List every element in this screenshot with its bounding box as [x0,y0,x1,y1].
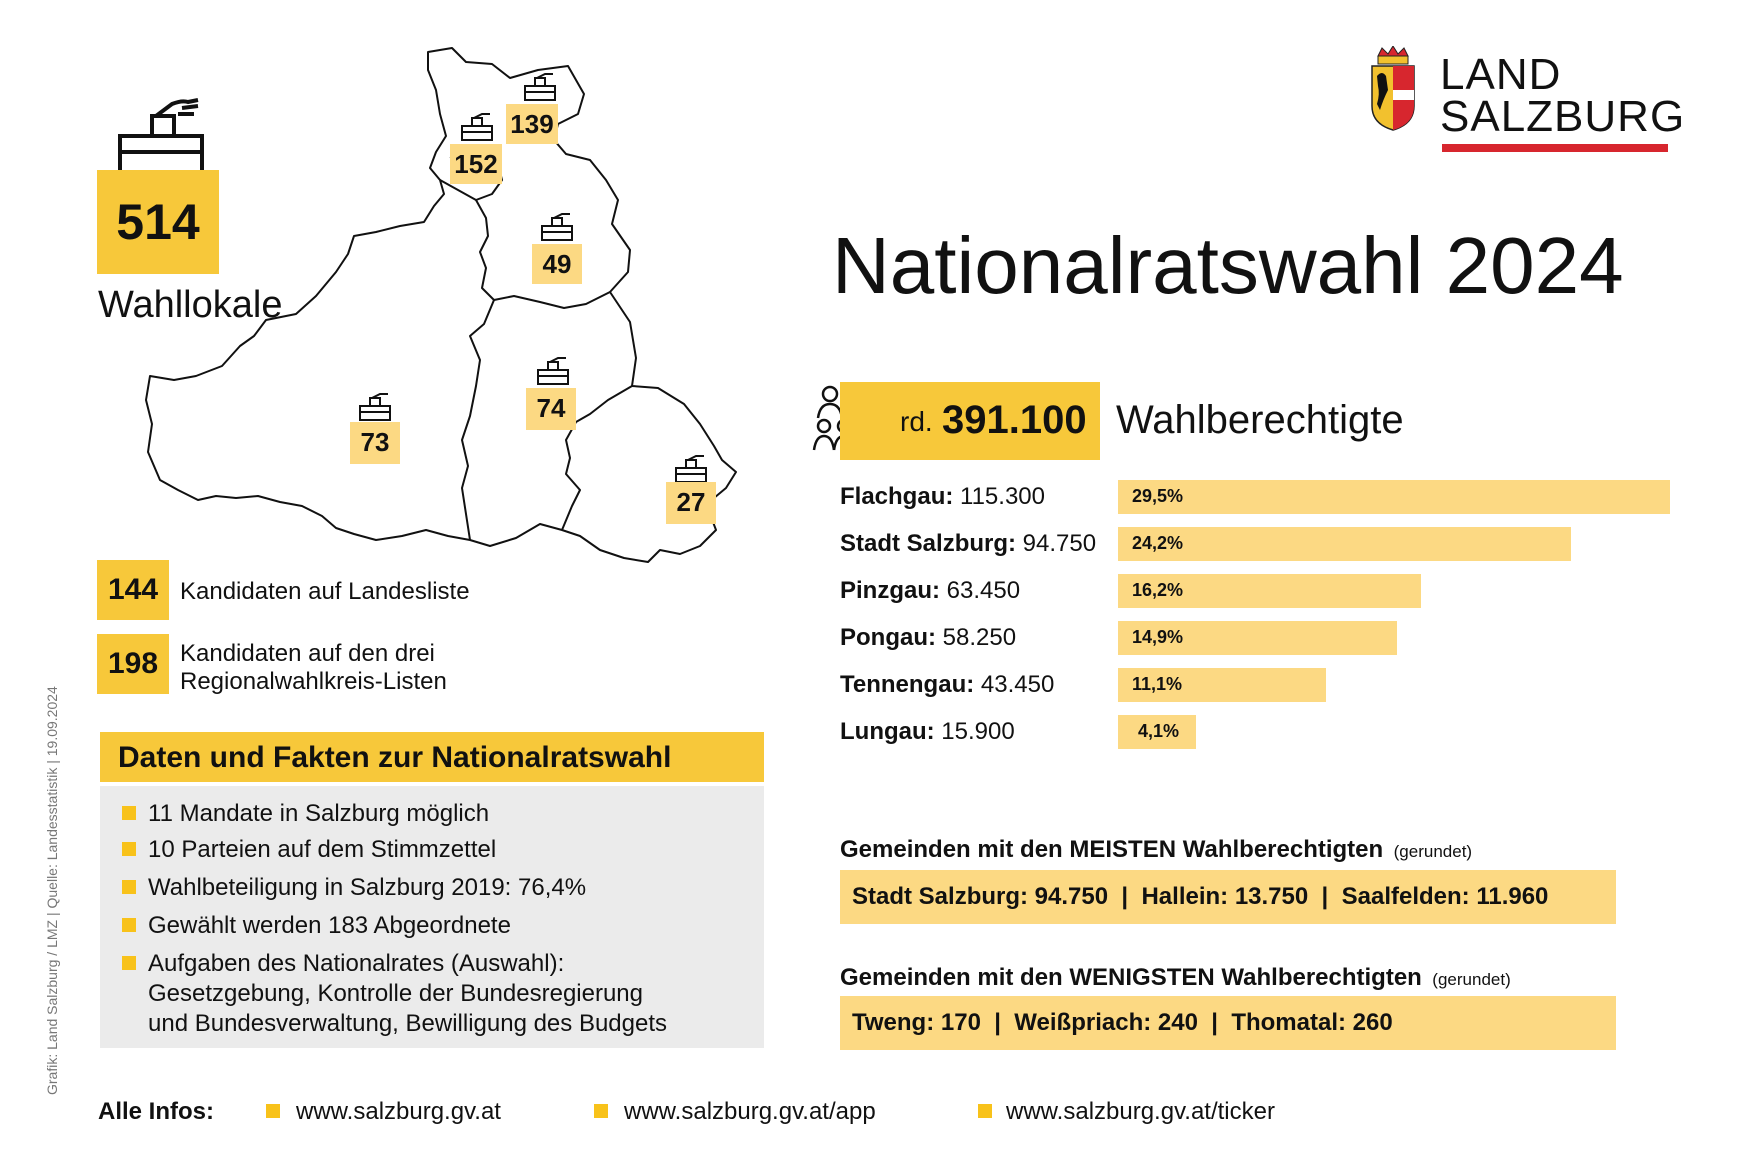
logo-red-line [1442,144,1668,152]
bar-value-label-1: 24,2% [1132,533,1184,553]
wenigsten-note: (gerundet) [1432,970,1511,989]
wahllokale-count: 514 [116,194,200,250]
footer-link-2[interactable]: www.salzburg.gv.at/app [624,1098,876,1125]
facts-bullet-2 [122,842,136,856]
bar-label-2 [840,577,1020,605]
bar-1 [1118,527,1571,561]
bar-label-5 [840,718,1015,746]
facts-title: Daten und Fakten zur Nationalratswahl [118,741,672,774]
bar-count-2: 63.450 [940,577,1021,604]
bar-value-label-0: 29,5% [1132,486,1184,506]
bar-value-label-3: 14,9% [1132,627,1184,647]
facts-bullet-5 [122,956,136,970]
bar-2 [1118,574,1421,608]
bar-category-0: Flachgau: [840,483,954,510]
map-value-27: 27 [666,482,716,524]
wahllokale-label: Wahllokale [98,284,283,326]
facts-item-4: Gewählt werden 183 Abgeordnete [148,912,511,939]
footer-link-1[interactable]: www.salzburg.gv.at [296,1098,501,1125]
wahlberechtigte-box [840,382,1100,460]
bar-category-4: Tennengau: [840,671,975,698]
wenigsten-heading [840,964,1511,992]
bar-value-label-5: 4,1% [1138,721,1180,741]
facts-bullet-3 [122,880,136,894]
bar-label-4 [840,671,1054,699]
bar-4 [1118,668,1326,702]
bar-category-1: Stadt Salzburg: [840,530,1017,557]
wahlberechtigte-label: Wahlberechtigte [1116,398,1404,442]
bar-value-label-4: 11,1% [1132,674,1183,694]
map-ballot-icon-152 [460,112,494,147]
bar-count-3: 58.250 [936,624,1017,651]
map-ballot-icon-49 [540,212,574,247]
map-ballot-icon-74 [536,356,570,391]
map-value-49: 49 [532,244,582,284]
bar-label-0 [840,483,1045,511]
map-value-74: 74 [526,388,576,430]
bar-5 [1118,715,1196,749]
kandidaten-landesliste-box [97,560,169,620]
facts-title-box [100,732,764,782]
facts-item-5-line2: Gesetzgebung, Kontrolle der Bundesregierung [148,980,643,1007]
footer-link-3[interactable]: www.salzburg.gv.at/ticker [1006,1098,1275,1125]
bar-value-label-2: 16,2% [1132,580,1184,600]
logo-text-salzburg: SALZBURG [1440,92,1686,141]
wenigsten-content: Tweng: 170 | Weißpriach: 240 | Thomatal: 260 [852,1009,1393,1036]
map-value-152: 152 [450,144,502,184]
bar-0 [1118,480,1670,514]
facts-item-3: Wahlbeteiligung in Salzburg 2019: 76,4% [148,874,587,901]
wenigsten-heading-text: Gemeinden mit den WENIGSTEN Wahlberechtigten [840,964,1422,991]
bar-count-1: 94.750 [1016,530,1097,557]
map-ballot-icon-139 [523,72,557,107]
bar-count-0: 115.300 [953,483,1045,510]
facts-bullet-4 [122,918,136,932]
facts-item-1: 11 Mandate in Salzburg möglich [148,800,490,827]
border-pinzgau-pongau [462,300,494,540]
bar-category-5: Lungau: [840,718,935,745]
credit-text: Grafik: Land Salzburg / LMZ | Quelle: Landesstatistik | 19.09.2024 [44,686,60,1095]
kandidaten-landesliste-text: Kandidaten auf Landesliste [180,578,470,605]
meisten-heading [840,836,1472,864]
logo-text-land: LAND [1440,50,1562,99]
facts-panel [100,786,764,1048]
bar-count-5: 15.900 [934,718,1015,745]
meisten-box [840,870,1616,924]
page-title: Nationalratswahl 2024 [832,221,1624,310]
meisten-content: Stadt Salzburg: 94.750 | Hallein: 13.750 | Saalfelden: 11.960 [852,883,1549,910]
bar-label-3 [840,624,1016,652]
footer-bullet-1 [266,1104,280,1118]
meisten-heading-text: Gemeinden mit den MEISTEN Wahlberechtigten [840,836,1384,863]
bar-category-3: Pongau: [840,624,936,651]
bar-count-4: 43.450 [974,671,1055,698]
map-outline [146,48,736,562]
facts-item-2: 10 Parteien auf dem Stimmzettel [148,836,497,863]
facts-item-5-line3: und Bundesverwaltung, Bewilligung des Budgets [148,1010,668,1037]
kandidaten-landesliste-count: 144 [107,573,159,606]
coat-of-arms-icon [1368,46,1418,131]
bar-category-2: Pinzgau: [840,577,940,604]
facts-bullet-1 [122,806,136,820]
facts-item-5-line1: Aufgaben des Nationalrates (Auswahl): [148,950,565,977]
meisten-note: (gerundet) [1393,842,1473,861]
map-value-139: 139 [506,104,558,144]
footer-bullet-3 [978,1104,992,1118]
wahlberechtigte-prefix: rd. [900,406,933,437]
wahlberechtigte-total: 391.100 [942,398,1087,442]
bar-label-1 [840,530,1096,558]
kandidaten-regional-text-line1: Kandidaten auf den drei [180,640,435,667]
map-value-73: 73 [350,422,400,464]
footer-label: Alle Infos: [98,1098,215,1125]
wenigsten-box [840,996,1616,1050]
footer-bullet-2 [594,1104,608,1118]
kandidaten-regional-box [97,634,169,694]
kandidaten-regional-text-line2: Regionalwahlkreis-Listen [180,668,447,695]
kandidaten-regional-count: 198 [107,647,159,680]
bar-3 [1118,621,1397,655]
